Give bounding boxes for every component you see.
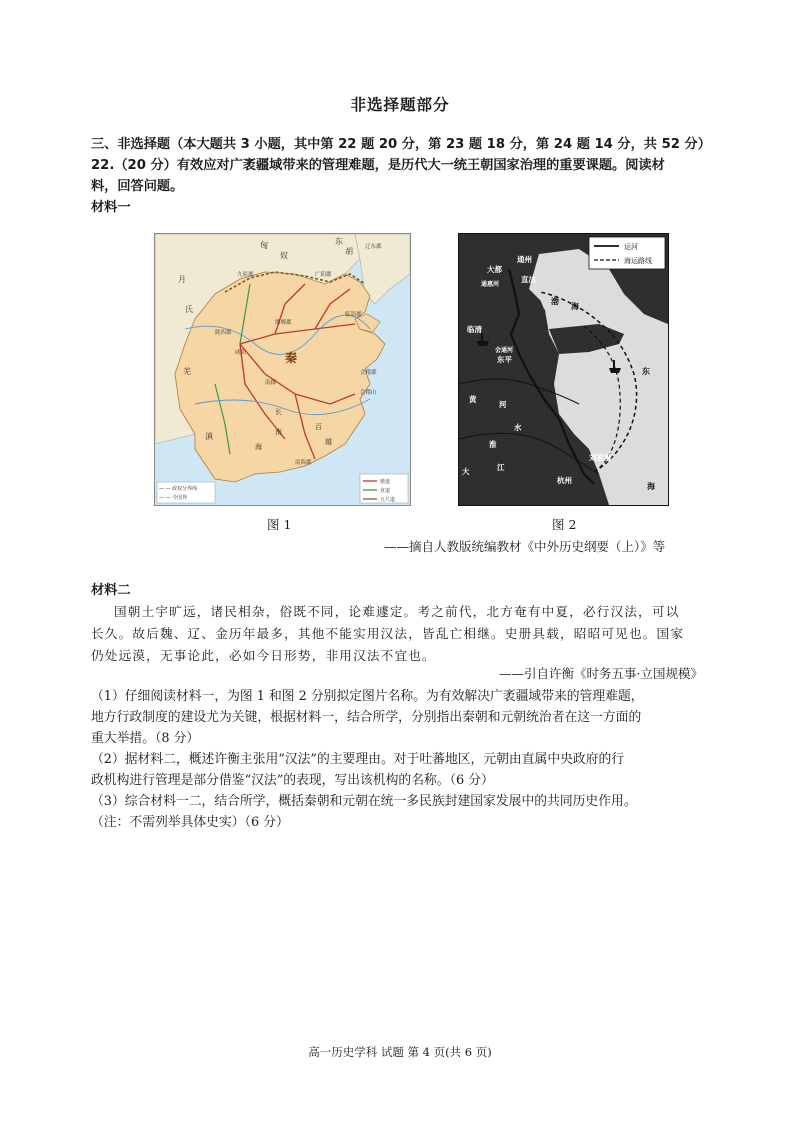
quote-line1: 国朝土宇旷远，诸民相杂，俗既不同，论难遽定。考之前代，北方奄有中夏，必行汉法，可以: [114, 604, 680, 619]
map2-label-bo: 渤: [551, 297, 559, 306]
map1-label-chang: 长: [275, 408, 282, 416]
map1-label-huaiyang: 会稽山: [360, 390, 377, 396]
map1-label-shi: 氏: [185, 305, 193, 314]
map1-label-bai: 百: [315, 423, 322, 431]
map1-label-xianyang: 咸阳: [235, 350, 247, 356]
ship-icon: [477, 333, 489, 346]
map2-label-shui: 水: [514, 423, 522, 432]
sub-question-1-line1: （1）仔细阅读材料一，为图 1 和图 2 分别拟定图片名称。为有效解决广袤疆域带来的管理难题，: [91, 689, 644, 704]
sub-question-1-line2: 地方行政制度的建设尤为关键，根据材料一，结合所学，分别指出秦朝和元朝统治者在这一方面的: [91, 710, 642, 725]
map1-label-qin: 秦: [285, 351, 298, 365]
map1-label-hu: 胡: [345, 247, 353, 256]
qin-dynasty-map: [154, 233, 411, 506]
map1-label-handan: 邯郸郡: [275, 320, 292, 326]
map1-legend-right2: 直道: [380, 488, 391, 494]
map2-label-huang: 黄: [469, 395, 477, 404]
source-citation-1: ——摘自人教版统编教材《中外历史纲要（上）》等: [384, 539, 666, 554]
map2-label-zhigu: 直沽: [521, 275, 536, 284]
map1-label-nu: 奴: [280, 251, 288, 260]
map1-label-kuaiji: 会稽郡: [360, 370, 377, 376]
map1-label-hai: 海: [255, 443, 262, 451]
map1-label-xiongnu: 匈: [260, 241, 268, 250]
map2-label-dongping: 东平: [497, 355, 512, 364]
section-header: 三、非选择题（本大题共 3 小题，其中第 22 题 20 分，第 23 题 18 分，第 24 题 14 分，共 52 分）: [91, 137, 711, 152]
map2-label-hangzhou: 杭州: [557, 476, 572, 485]
sub-question-1-line3: 重大举措。（8 分）: [91, 731, 200, 746]
map2-legend: [589, 237, 665, 269]
yuan-map-svg: [459, 234, 668, 505]
map1-legend-left2: — — 今国界: [159, 495, 188, 501]
map1-legend-left1: — — 政权分界线: [159, 486, 198, 492]
map2-label-dong: 东: [642, 367, 650, 376]
map1-label-nanjun: 南郡: [265, 380, 277, 386]
quote-line3: 仍处远漠，无事论此，必如今日形势，非用汉法不宜也。: [91, 648, 436, 663]
map2-label-hai2: 海: [647, 482, 655, 491]
map1-label-dian: 滇: [205, 432, 213, 441]
map1-label-linzi: 临淄郡: [345, 312, 362, 318]
map1-legend-right1: 驰道: [380, 479, 391, 485]
map1-label-nan: 南: [275, 428, 282, 436]
sub-question-2-line1: （2）据材料二，概述许衡主张用“汉法”的主要理由。对于吐蕃地区，元朝由直属中央政府的行: [91, 752, 625, 767]
map1-label-qiang: 羌: [183, 367, 191, 376]
sub-question-2-line2: 政机构进行管理是部分借鉴“汉法”的表现，写出该机构的名称。（6 分）: [91, 773, 494, 788]
map1-label-longxi: 陇西郡: [215, 330, 232, 336]
map1-legend-right: [360, 474, 408, 503]
figure2-caption: 图 2: [552, 517, 577, 532]
qin-map-svg: [155, 234, 410, 505]
quote-line2: 长久。故后魏、辽、金历年最多，其他不能实用汉法，皆乱亡相继。史册具载，昭昭可见也。国家: [91, 626, 685, 641]
sub-question-3-line1: （3）综合材料一二，结合所学，概括秦朝和元朝在统一多民族封建国家发展中的共同历史作用。: [91, 794, 637, 809]
map2-legend-canal: 运河: [624, 243, 638, 251]
question-stem-line1: 22.（20 分）有效应对广袤疆域带来的管理难题，是历代大一统王朝国家治理的重要课题。阅读材: [91, 158, 665, 173]
map2-label-linqing: 临清: [467, 325, 482, 334]
sub-question-3-line2: （注：不需列举具体史实）（6 分）: [91, 815, 289, 830]
page-footer: 高一历史学科 试题 第 4 页(共 6 页): [308, 1045, 492, 1059]
map1-legend-left: [157, 482, 215, 503]
map1-label-donghu: 东: [335, 237, 343, 246]
map2-label-jiang: 江: [497, 463, 505, 472]
figure1-caption: 图 1: [267, 517, 292, 532]
map2-label-dadu: 大都: [487, 265, 502, 274]
map2-label-hai1: 海: [571, 302, 579, 311]
material1-label: 材料一: [91, 200, 131, 215]
map1-label-yue2: 越: [325, 438, 332, 446]
map2-label-tonghuihe: 通惠河: [481, 281, 500, 288]
yuan-canal-map: [458, 233, 669, 506]
map1-label-nanhai: 南海郡: [295, 460, 312, 466]
map2-label-liujiagang: 刘家港: [589, 453, 612, 462]
map2-label-tongzhou: 通州: [517, 255, 532, 264]
map1-label-liaodong: 辽东郡: [365, 244, 382, 250]
map2-label-huitong: 会通河: [495, 347, 514, 354]
map2-label-huai: 淮: [489, 440, 497, 449]
map2-label-he: 河: [499, 400, 507, 409]
map1-label-jiuyuan: 九原郡: [237, 272, 254, 278]
material2-label: 材料二: [91, 583, 131, 598]
source-citation-2: ——引自许衡《时务五事·立国规模》: [499, 666, 703, 681]
map2-label-da: 大: [462, 467, 470, 476]
map1-legend-right3: 五尺道: [380, 497, 396, 503]
map1-label-guangyang: 广阳郡: [315, 272, 332, 278]
map1-label-yue: 月: [178, 275, 186, 284]
section-title: 非选择题部分: [350, 96, 450, 114]
question-stem-line2: 料，回答问题。: [91, 179, 184, 194]
map2-legend-sea-route: 海运路线: [624, 257, 652, 265]
